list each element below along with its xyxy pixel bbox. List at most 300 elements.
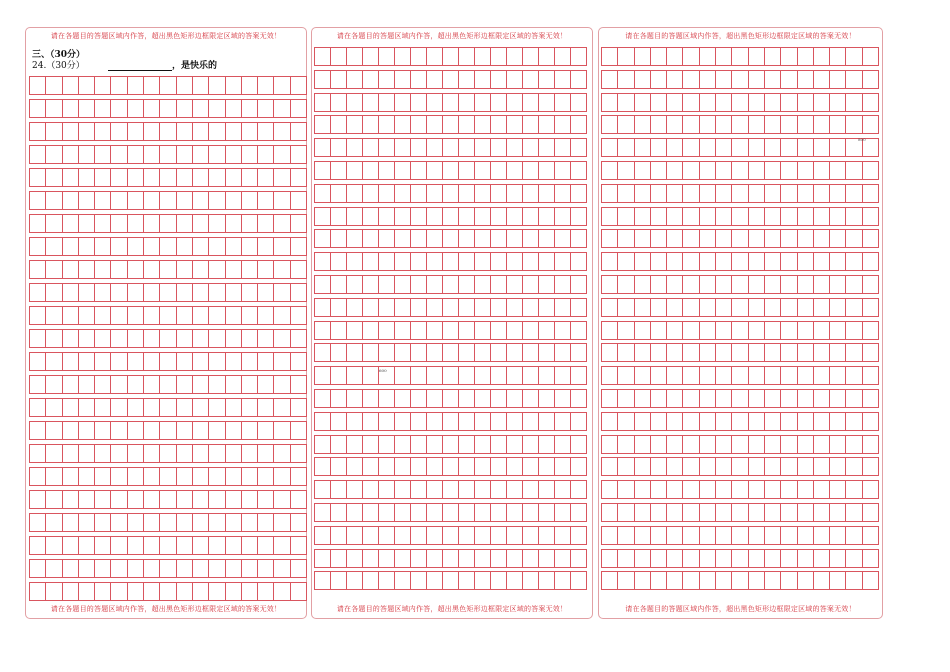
grid-cell[interactable] xyxy=(716,367,732,384)
grid-cell[interactable] xyxy=(315,504,331,521)
grid-cell[interactable] xyxy=(555,504,571,521)
grid-cell[interactable] xyxy=(781,94,797,111)
grid-cell[interactable] xyxy=(395,344,411,361)
grid-cell[interactable] xyxy=(830,458,846,475)
grid-cell[interactable] xyxy=(507,230,523,247)
grid-cell[interactable] xyxy=(491,253,507,270)
grid-cell[interactable] xyxy=(781,527,797,544)
grid-cell[interactable] xyxy=(347,48,363,65)
grid-cell[interactable] xyxy=(700,481,716,498)
grid-cell[interactable] xyxy=(571,527,587,544)
grid-cell[interactable] xyxy=(209,261,225,278)
grid-cell[interactable] xyxy=(475,390,491,407)
grid-cell[interactable] xyxy=(144,330,160,347)
grid-cell[interactable] xyxy=(209,100,225,117)
grid-cell[interactable] xyxy=(814,504,830,521)
grid-cell[interactable] xyxy=(651,481,667,498)
grid-cell[interactable] xyxy=(46,192,62,209)
grid-cell[interactable] xyxy=(571,116,587,133)
grid-cell[interactable] xyxy=(635,230,651,247)
grid-cell[interactable] xyxy=(258,514,274,531)
grid-cell[interactable] xyxy=(443,139,459,156)
grid-cell[interactable] xyxy=(830,276,846,293)
grid-cell[interactable] xyxy=(765,253,781,270)
grid-cell[interactable] xyxy=(618,572,634,589)
grid-cell[interactable] xyxy=(95,77,111,94)
grid-cell[interactable] xyxy=(363,116,379,133)
grid-cell[interactable] xyxy=(291,445,307,462)
grid-cell[interactable] xyxy=(258,537,274,554)
grid-cell[interactable] xyxy=(459,139,475,156)
grid-cell[interactable] xyxy=(732,94,748,111)
grid-cell[interactable] xyxy=(291,468,307,485)
grid-cell[interactable] xyxy=(539,322,555,339)
grid-cell[interactable] xyxy=(395,527,411,544)
grid-cell[interactable] xyxy=(571,185,587,202)
grid-cell[interactable] xyxy=(571,458,587,475)
grid-cell[interactable] xyxy=(46,77,62,94)
grid-cell[interactable] xyxy=(258,169,274,186)
grid-cell[interactable] xyxy=(491,116,507,133)
grid-cell[interactable] xyxy=(177,284,193,301)
grid-cell[interactable] xyxy=(46,146,62,163)
grid-cell[interactable] xyxy=(830,344,846,361)
grid-cell[interactable] xyxy=(379,436,395,453)
grid-cell[interactable] xyxy=(507,48,523,65)
grid-cell[interactable] xyxy=(160,583,176,600)
grid-cell[interactable] xyxy=(491,208,507,225)
grid-cell[interactable] xyxy=(846,527,862,544)
grid-cell[interactable] xyxy=(667,436,683,453)
grid-cell[interactable] xyxy=(863,208,879,225)
grid-cell[interactable] xyxy=(209,77,225,94)
grid-cell[interactable] xyxy=(683,276,699,293)
grid-cell[interactable] xyxy=(411,390,427,407)
grid-cell[interactable] xyxy=(830,162,846,179)
grid-cell[interactable] xyxy=(427,208,443,225)
grid-cell[interactable] xyxy=(781,162,797,179)
grid-cell[interactable] xyxy=(749,162,765,179)
grid-cell[interactable] xyxy=(395,71,411,88)
grid-cell[interactable] xyxy=(274,330,290,347)
grid-cell[interactable] xyxy=(491,458,507,475)
grid-cell[interactable] xyxy=(79,376,95,393)
grid-cell[interactable] xyxy=(443,527,459,544)
grid-cell[interactable] xyxy=(443,390,459,407)
grid-cell[interactable] xyxy=(274,146,290,163)
grid-cell[interactable] xyxy=(507,572,523,589)
grid-cell[interactable] xyxy=(379,48,395,65)
grid-cell[interactable] xyxy=(379,504,395,521)
grid-cell[interactable] xyxy=(177,100,193,117)
grid-cell[interactable] xyxy=(765,413,781,430)
grid-cell[interactable] xyxy=(177,399,193,416)
grid-cell[interactable] xyxy=(331,253,347,270)
grid-cell[interactable] xyxy=(618,413,634,430)
grid-cell[interactable] xyxy=(555,71,571,88)
grid-cell[interactable] xyxy=(555,162,571,179)
grid-cell[interactable] xyxy=(571,299,587,316)
grid-cell[interactable] xyxy=(618,94,634,111)
grid-cell[interactable] xyxy=(111,261,127,278)
grid-cell[interactable] xyxy=(602,299,618,316)
grid-cell[interactable] xyxy=(242,307,258,324)
grid-cell[interactable] xyxy=(315,230,331,247)
grid-cell[interactable] xyxy=(226,77,242,94)
grid-cell[interactable] xyxy=(749,572,765,589)
grid-cell[interactable] xyxy=(475,94,491,111)
grid-cell[interactable] xyxy=(209,307,225,324)
grid-cell[interactable] xyxy=(95,376,111,393)
grid-cell[interactable] xyxy=(144,422,160,439)
grid-cell[interactable] xyxy=(491,390,507,407)
grid-cell[interactable] xyxy=(555,322,571,339)
grid-cell[interactable] xyxy=(830,367,846,384)
grid-cell[interactable] xyxy=(258,284,274,301)
grid-cell[interactable] xyxy=(732,436,748,453)
grid-cell[interactable] xyxy=(291,169,307,186)
grid-cell[interactable] xyxy=(95,422,111,439)
grid-cell[interactable] xyxy=(618,367,634,384)
grid-cell[interactable] xyxy=(395,367,411,384)
grid-cell[interactable] xyxy=(475,48,491,65)
grid-cell[interactable] xyxy=(602,527,618,544)
grid-cell[interactable] xyxy=(716,504,732,521)
grid-cell[interactable] xyxy=(651,230,667,247)
grid-cell[interactable] xyxy=(226,353,242,370)
grid-cell[interactable] xyxy=(475,572,491,589)
grid-cell[interactable] xyxy=(274,399,290,416)
grid-cell[interactable] xyxy=(781,413,797,430)
grid-cell[interactable] xyxy=(555,367,571,384)
grid-cell[interactable] xyxy=(798,116,814,133)
grid-cell[interactable] xyxy=(651,367,667,384)
grid-cell[interactable] xyxy=(79,284,95,301)
grid-cell[interactable] xyxy=(177,445,193,462)
grid-cell[interactable] xyxy=(46,468,62,485)
grid-cell[interactable] xyxy=(363,367,379,384)
grid-cell[interactable] xyxy=(63,169,79,186)
grid-cell[interactable] xyxy=(716,139,732,156)
grid-cell[interactable] xyxy=(475,299,491,316)
grid-cell[interactable] xyxy=(846,413,862,430)
grid-cell[interactable] xyxy=(111,146,127,163)
grid-cell[interactable] xyxy=(814,481,830,498)
grid-cell[interactable] xyxy=(667,299,683,316)
grid-cell[interactable] xyxy=(347,436,363,453)
grid-cell[interactable] xyxy=(258,238,274,255)
grid-cell[interactable] xyxy=(363,276,379,293)
grid-cell[interactable] xyxy=(30,399,46,416)
grid-cell[interactable] xyxy=(427,162,443,179)
grid-cell[interactable] xyxy=(209,537,225,554)
grid-cell[interactable] xyxy=(846,48,862,65)
grid-cell[interactable] xyxy=(732,253,748,270)
grid-cell[interactable] xyxy=(379,458,395,475)
grid-cell[interactable] xyxy=(830,94,846,111)
grid-cell[interactable] xyxy=(427,481,443,498)
grid-cell[interactable] xyxy=(331,436,347,453)
grid-cell[interactable] xyxy=(700,550,716,567)
grid-cell[interactable] xyxy=(209,330,225,347)
grid-cell[interactable] xyxy=(846,322,862,339)
grid-cell[interactable] xyxy=(667,185,683,202)
grid-cell[interactable] xyxy=(160,560,176,577)
grid-cell[interactable] xyxy=(814,116,830,133)
grid-cell[interactable] xyxy=(555,390,571,407)
grid-cell[interactable] xyxy=(128,261,144,278)
grid-cell[interactable] xyxy=(863,572,879,589)
grid-cell[interactable] xyxy=(459,94,475,111)
grid-cell[interactable] xyxy=(144,284,160,301)
grid-cell[interactable] xyxy=(177,77,193,94)
grid-cell[interactable] xyxy=(411,299,427,316)
grid-cell[interactable] xyxy=(315,71,331,88)
grid-cell[interactable] xyxy=(411,344,427,361)
grid-cell[interactable] xyxy=(814,344,830,361)
grid-cell[interactable] xyxy=(459,162,475,179)
grid-cell[interactable] xyxy=(475,344,491,361)
grid-cell[interactable] xyxy=(539,481,555,498)
grid-cell[interactable] xyxy=(177,376,193,393)
grid-cell[interactable] xyxy=(781,481,797,498)
grid-cell[interactable] xyxy=(209,399,225,416)
grid-cell[interactable] xyxy=(830,436,846,453)
grid-cell[interactable] xyxy=(700,185,716,202)
grid-cell[interactable] xyxy=(226,376,242,393)
grid-cell[interactable] xyxy=(765,230,781,247)
grid-cell[interactable] xyxy=(651,116,667,133)
grid-cell[interactable] xyxy=(539,94,555,111)
grid-cell[interactable] xyxy=(395,413,411,430)
grid-cell[interactable] xyxy=(683,367,699,384)
grid-cell[interactable] xyxy=(291,215,307,232)
grid-cell[interactable] xyxy=(651,253,667,270)
grid-cell[interactable] xyxy=(226,583,242,600)
grid-cell[interactable] xyxy=(863,116,879,133)
grid-cell[interactable] xyxy=(700,71,716,88)
grid-cell[interactable] xyxy=(411,116,427,133)
grid-cell[interactable] xyxy=(618,71,634,88)
grid-cell[interactable] xyxy=(411,504,427,521)
grid-cell[interactable] xyxy=(242,514,258,531)
grid-cell[interactable] xyxy=(716,71,732,88)
grid-cell[interactable] xyxy=(258,215,274,232)
grid-cell[interactable] xyxy=(555,344,571,361)
grid-cell[interactable] xyxy=(193,215,209,232)
grid-cell[interactable] xyxy=(209,583,225,600)
grid-cell[interactable] xyxy=(443,481,459,498)
grid-cell[interactable] xyxy=(128,238,144,255)
grid-cell[interactable] xyxy=(523,527,539,544)
grid-cell[interactable] xyxy=(177,307,193,324)
grid-cell[interactable] xyxy=(258,307,274,324)
grid-cell[interactable] xyxy=(30,146,46,163)
grid-cell[interactable] xyxy=(46,537,62,554)
grid-cell[interactable] xyxy=(363,413,379,430)
grid-cell[interactable] xyxy=(555,185,571,202)
grid-cell[interactable] xyxy=(160,399,176,416)
grid-cell[interactable] xyxy=(571,139,587,156)
grid-cell[interactable] xyxy=(539,436,555,453)
grid-cell[interactable] xyxy=(395,481,411,498)
grid-cell[interactable] xyxy=(242,100,258,117)
grid-cell[interactable] xyxy=(95,330,111,347)
grid-cell[interactable] xyxy=(315,458,331,475)
grid-cell[interactable] xyxy=(491,299,507,316)
grid-cell[interactable] xyxy=(507,504,523,521)
grid-cell[interactable] xyxy=(193,560,209,577)
grid-cell[interactable] xyxy=(258,583,274,600)
grid-cell[interactable] xyxy=(830,322,846,339)
grid-cell[interactable] xyxy=(274,468,290,485)
grid-cell[interactable] xyxy=(830,48,846,65)
grid-cell[interactable] xyxy=(111,422,127,439)
grid-cell[interactable] xyxy=(331,162,347,179)
grid-cell[interactable] xyxy=(209,491,225,508)
grid-cell[interactable] xyxy=(315,299,331,316)
grid-cell[interactable] xyxy=(830,230,846,247)
grid-cell[interactable] xyxy=(475,71,491,88)
grid-cell[interactable] xyxy=(667,504,683,521)
grid-cell[interactable] xyxy=(683,185,699,202)
grid-cell[interactable] xyxy=(443,458,459,475)
grid-cell[interactable] xyxy=(781,344,797,361)
grid-cell[interactable] xyxy=(395,436,411,453)
grid-cell[interactable] xyxy=(863,527,879,544)
grid-cell[interactable] xyxy=(160,146,176,163)
grid-cell[interactable] xyxy=(781,458,797,475)
grid-cell[interactable] xyxy=(683,139,699,156)
grid-cell[interactable] xyxy=(491,550,507,567)
grid-cell[interactable] xyxy=(347,116,363,133)
grid-cell[interactable] xyxy=(459,253,475,270)
grid-cell[interactable] xyxy=(177,169,193,186)
grid-cell[interactable] xyxy=(291,192,307,209)
grid-cell[interactable] xyxy=(700,48,716,65)
grid-cell[interactable] xyxy=(667,162,683,179)
grid-cell[interactable] xyxy=(635,185,651,202)
grid-cell[interactable] xyxy=(651,527,667,544)
grid-cell[interactable] xyxy=(395,322,411,339)
grid-cell[interactable] xyxy=(749,322,765,339)
grid-cell[interactable] xyxy=(79,330,95,347)
grid-cell[interactable] xyxy=(635,504,651,521)
grid-cell[interactable] xyxy=(258,491,274,508)
grid-cell[interactable] xyxy=(863,344,879,361)
grid-cell[interactable] xyxy=(571,504,587,521)
grid-cell[interactable] xyxy=(347,550,363,567)
grid-cell[interactable] xyxy=(863,230,879,247)
grid-cell[interactable] xyxy=(667,94,683,111)
grid-cell[interactable] xyxy=(128,146,144,163)
grid-cell[interactable] xyxy=(765,344,781,361)
grid-cell[interactable] xyxy=(491,71,507,88)
grid-cell[interactable] xyxy=(160,445,176,462)
grid-cell[interactable] xyxy=(331,230,347,247)
grid-cell[interactable] xyxy=(111,583,127,600)
grid-cell[interactable] xyxy=(63,376,79,393)
grid-cell[interactable] xyxy=(331,276,347,293)
grid-cell[interactable] xyxy=(618,458,634,475)
grid-cell[interactable] xyxy=(30,468,46,485)
grid-cell[interactable] xyxy=(274,169,290,186)
grid-cell[interactable] xyxy=(716,322,732,339)
grid-cell[interactable] xyxy=(443,413,459,430)
grid-cell[interactable] xyxy=(765,185,781,202)
grid-cell[interactable] xyxy=(242,468,258,485)
grid-cell[interactable] xyxy=(475,139,491,156)
grid-cell[interactable] xyxy=(274,77,290,94)
writing-grid[interactable] xyxy=(601,47,879,590)
grid-cell[interactable] xyxy=(798,572,814,589)
grid-cell[interactable] xyxy=(571,276,587,293)
grid-cell[interactable] xyxy=(315,185,331,202)
grid-cell[interactable] xyxy=(863,413,879,430)
grid-cell[interactable] xyxy=(347,322,363,339)
grid-cell[interactable] xyxy=(459,481,475,498)
grid-cell[interactable] xyxy=(555,116,571,133)
grid-cell[interactable] xyxy=(618,230,634,247)
grid-cell[interactable] xyxy=(523,162,539,179)
grid-cell[interactable] xyxy=(274,123,290,140)
grid-cell[interactable] xyxy=(618,390,634,407)
grid-cell[interactable] xyxy=(491,367,507,384)
grid-cell[interactable] xyxy=(830,390,846,407)
grid-cell[interactable] xyxy=(765,572,781,589)
grid-cell[interactable] xyxy=(128,583,144,600)
grid-cell[interactable] xyxy=(291,537,307,554)
grid-cell[interactable] xyxy=(193,376,209,393)
grid-cell[interactable] xyxy=(798,550,814,567)
grid-cell[interactable] xyxy=(331,572,347,589)
grid-cell[interactable] xyxy=(443,550,459,567)
grid-cell[interactable] xyxy=(411,276,427,293)
grid-cell[interactable] xyxy=(111,560,127,577)
grid-cell[interactable] xyxy=(700,458,716,475)
grid-cell[interactable] xyxy=(111,330,127,347)
grid-cell[interactable] xyxy=(258,445,274,462)
grid-cell[interactable] xyxy=(291,353,307,370)
grid-cell[interactable] xyxy=(443,572,459,589)
grid-cell[interactable] xyxy=(427,367,443,384)
grid-cell[interactable] xyxy=(523,550,539,567)
grid-cell[interactable] xyxy=(814,299,830,316)
grid-cell[interactable] xyxy=(635,527,651,544)
grid-cell[interactable] xyxy=(209,192,225,209)
grid-cell[interactable] xyxy=(363,481,379,498)
grid-cell[interactable] xyxy=(602,230,618,247)
grid-cell[interactable] xyxy=(95,169,111,186)
grid-cell[interactable] xyxy=(128,353,144,370)
grid-cell[interactable] xyxy=(683,48,699,65)
grid-cell[interactable] xyxy=(863,436,879,453)
grid-cell[interactable] xyxy=(363,299,379,316)
grid-cell[interactable] xyxy=(651,322,667,339)
grid-cell[interactable] xyxy=(242,169,258,186)
grid-cell[interactable] xyxy=(128,77,144,94)
grid-cell[interactable] xyxy=(732,116,748,133)
grid-cell[interactable] xyxy=(539,48,555,65)
grid-cell[interactable] xyxy=(475,527,491,544)
grid-cell[interactable] xyxy=(863,481,879,498)
grid-cell[interactable] xyxy=(226,560,242,577)
grid-cell[interactable] xyxy=(347,162,363,179)
grid-cell[interactable] xyxy=(111,123,127,140)
grid-cell[interactable] xyxy=(765,458,781,475)
grid-cell[interactable] xyxy=(193,169,209,186)
grid-cell[interactable] xyxy=(363,71,379,88)
